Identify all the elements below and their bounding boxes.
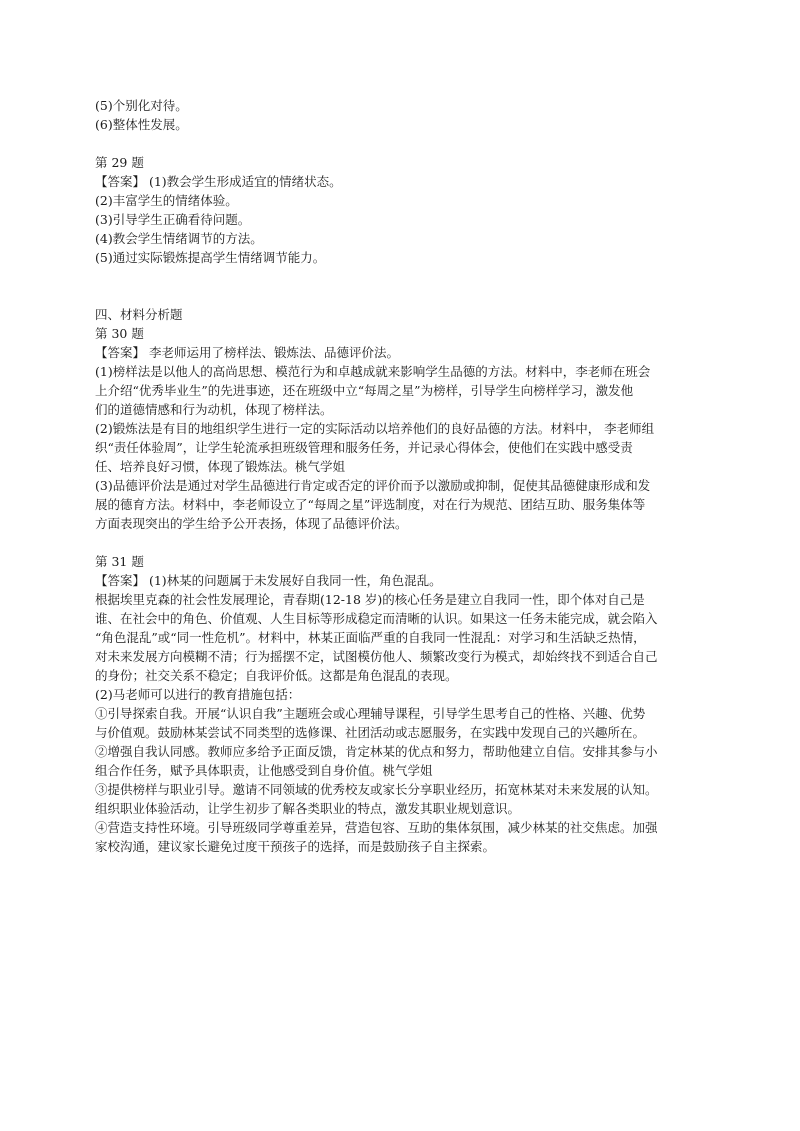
text-line: ②增强自我认同感。教师应多给予正面反馈，肯定林某的优点和努力，帮助他建立自信。安排其参与小	[95, 744, 658, 759]
text-line: 谁、在社会中的角色、价值观、人生目标等形成稳定而清晰的认识。如果这一任务未能完成，就会陷入	[95, 611, 658, 626]
text-line: (5)个别化对待。	[95, 98, 188, 113]
text-line: (6)整体性发展。	[95, 117, 188, 132]
previous-answer-continuation	[95, 96, 715, 134]
text-line: ③提供榜样与职业引导。邀请不同领域的优秀校友或家长分享职业经历，拓宽林某对未来发展的认知。	[95, 782, 658, 797]
text-line: 【答案】 (1)教会学生形成适宜的情绪状态。	[95, 174, 342, 189]
text-line: (2)马老师可以进行的教育措施包括：	[95, 687, 301, 702]
text-line: 家校沟通，建议家长避免过度干预孩子的选择，而是鼓励孩子自主探索。	[95, 839, 496, 854]
question-29-title: 第 29 题	[95, 155, 144, 170]
text-line: 【答案】 (1)林某的问题属于未发展好自我同一性，角色混乱。	[95, 573, 442, 588]
text-line: 【答案】 李老师运用了榜样法、锻炼法、品德评价法。	[95, 345, 399, 360]
text-line: (4)教会学生情绪调节的方法。	[95, 231, 263, 246]
text-line: 与价值观。鼓励林某尝试不同类型的选修课、社团活动或志愿服务，在实践中发现自己的兴趣所在。	[95, 725, 646, 740]
spacer	[95, 533, 715, 552]
text-line: 根据埃里克森的社会性发展理论，青春期(12-18 岁)的核心任务是建立自我同一性，即个体对自己是	[95, 592, 645, 607]
text-line: (5)通过实际锻炼提高学生情绪调节能力。	[95, 250, 326, 265]
question-30-block	[95, 324, 715, 533]
section-4-title: 四、材料分析题	[95, 307, 183, 322]
question-29-block	[95, 153, 715, 267]
text-line: 组织职业体验活动，让学生初步了解各类职业的特点，激发其职业规划意识。	[95, 801, 521, 816]
text-line: (3)品德评价法是通过对学生品德进行肯定或否定的评价而予以激励或抑制，促使其品德健康形成和发	[95, 478, 651, 493]
text-line: 展的德育方法。材料中，李老师设立了“每周之星”评选制度，对在行为规范、团结互助、服务集体等	[95, 497, 646, 512]
text-line: (3)引导学生正确看待问题。	[95, 212, 251, 227]
text-line: 织“责任体验周”，让学生轮流承担班级管理和服务任务，并记录心得体会，使他们在实践中感受责	[95, 440, 633, 455]
text-line: 方面表现突出的学生给予公开表扬，体现了品德评价法。	[95, 516, 408, 531]
spacer	[95, 267, 715, 305]
text-line: 对未来发展方向模糊不清；行为摇摆不定，试图模仿他人、频繁改变行为模式，却始终找不到适合自己	[95, 649, 658, 664]
question-31-block	[95, 552, 715, 856]
text-line: ①引导探索自我。开展“认识自我”主题班会或心理辅导课程，引导学生思考自己的性格、兴趣、优势	[95, 706, 646, 721]
text-line: “角色混乱”或“同一性危机”。材料中，林某正面临严重的自我同一性混乱：对学习和生活缺乏热情，	[95, 630, 646, 645]
question-31-title: 第 31 题	[95, 554, 144, 569]
text-line: 的身份；社交关系不稳定；自我评价低。这都是角色混乱的表现。	[95, 668, 458, 683]
spacer	[95, 134, 715, 153]
text-line: (1)榜样法是以他人的高尚思想、模范行为和卓越成就来影响学生品德的方法。材料中，李老师在班会	[95, 364, 651, 379]
text-line: 任、培养良好习惯，体现了锻炼法。桃气学姐	[95, 459, 346, 474]
text-line: 组合作任务，赋予具体职责，让他感受到自身价值。桃气学姐	[95, 763, 433, 778]
text-line: ④营造支持性环境。引导班级同学尊重差异，营造包容、互助的集体氛围，减少林某的社交焦虑。加强	[95, 820, 658, 835]
text-line: 们的道德情感和行为动机，体现了榜样法。	[95, 402, 333, 417]
text-line: (2)丰富学生的情绪体验。	[95, 193, 238, 208]
document-page	[95, 96, 715, 856]
text-line: 上介绍“优秀毕业生”的先进事迹，还在班级中立“每周之星”为榜样，引导学生向榜样学习，激发他	[95, 383, 634, 398]
text-line: (2)锻炼法是有目的地组织学生进行一定的实际活动以培养他们的良好品德的方法。材料中， 李老师组	[95, 421, 655, 436]
question-30-title: 第 30 题	[95, 326, 144, 341]
